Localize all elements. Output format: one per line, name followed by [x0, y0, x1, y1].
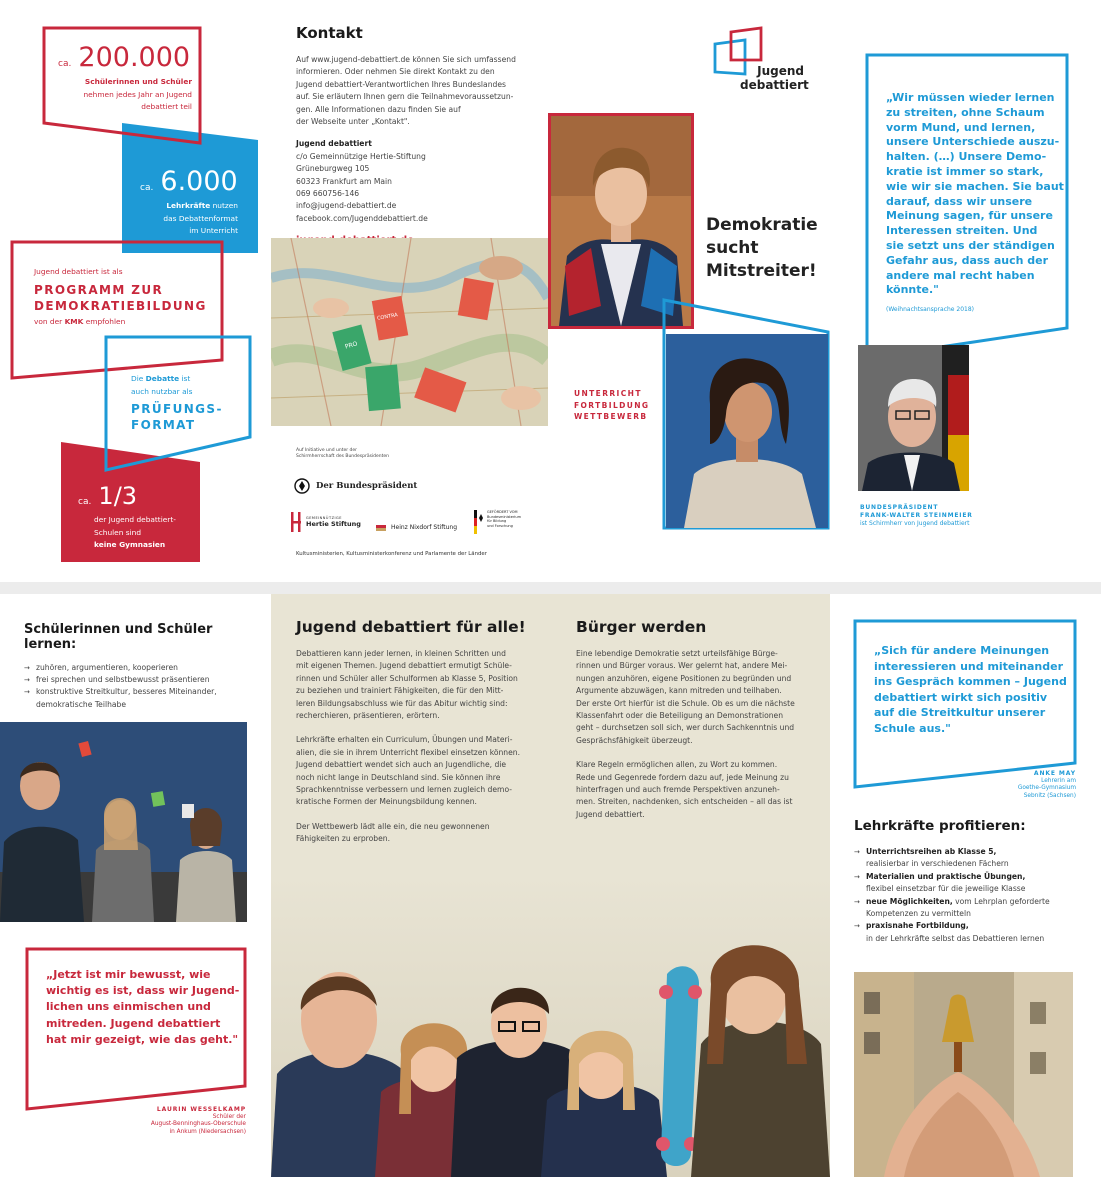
teacher-quote	[874, 643, 1067, 736]
text-line: Klassenfahrt oder die Beteiligung an Demonstrationen	[576, 711, 784, 721]
stat-line: von der	[34, 316, 65, 326]
text-line: Schirmherrschaft des Bundespräsidenten	[296, 454, 390, 459]
teachers-title: Lehrkräfte profitieren:	[854, 818, 1026, 834]
stat-ca: ca.	[78, 497, 92, 507]
item-text: flexibel einsetzbar für die jeweilige Klasse	[866, 884, 1026, 894]
stat-schools	[78, 482, 137, 510]
sponsor-name: für Bildung	[487, 519, 507, 524]
stat-number: 1/3	[98, 482, 138, 510]
quote-line: Meinung sagen, für unsere	[886, 209, 1053, 223]
president-quote	[886, 91, 1064, 298]
author-desc: in Ankum (Niedersachsen)	[169, 1128, 246, 1135]
text-line: hinterfragen und auch fremde Perspektiven anzuneh-	[576, 785, 780, 795]
teachers-list	[854, 846, 1084, 945]
quote-line: „Sich für andere Meinungen	[874, 644, 1050, 657]
text-line: Der Wettbewerb lädt alle ein, die neu gewonnenen	[296, 821, 490, 831]
address-line: 60323 Frankfurt am Main	[296, 176, 392, 186]
all-paragraph-1	[296, 648, 541, 722]
stat-heading: FORMAT	[131, 418, 196, 433]
quote-line: mitreden. Jugend debattiert	[46, 1016, 221, 1030]
author-desc: Schüler der	[212, 1113, 246, 1120]
stat-schools-text	[94, 514, 176, 552]
list-item	[854, 920, 1084, 945]
email-link[interactable]: info@jugend-debattiert.de	[296, 201, 397, 211]
stat-line: Die	[131, 374, 146, 383]
area-item: WETTBEWERB	[574, 412, 648, 421]
text-line: der Webseite unter „Kontakt".	[296, 117, 410, 127]
logo-line: debattiert	[740, 78, 809, 92]
quote-line: interessieren und miteinander	[874, 659, 1064, 673]
item-text: in der Lehrkräfte selbst das Debattieren lernen	[866, 933, 1045, 943]
teacher-quote-author	[960, 770, 1076, 800]
stat-heading: PRÜFUNGS-	[131, 402, 223, 417]
stat-teachers	[140, 166, 238, 197]
item-text: vom Lehrplan geforderte	[952, 896, 1050, 906]
list-item: → konstruktive Streitkultur, besseres Miteinander,	[24, 686, 264, 698]
stat-line: Jugend debattiert ist als	[34, 267, 123, 276]
quote-line: „Jetzt ist mir bewusst, wie	[46, 968, 211, 981]
stat-line: im Unterricht	[189, 226, 238, 236]
text-line: auf. Sie erläutern Ihnen gern die Teilnahmevoraussetzun-	[296, 92, 514, 102]
contact-org: Jugend debattiert	[296, 139, 372, 149]
brochure-outside	[0, 0, 1101, 582]
eagle-icon	[294, 478, 310, 494]
author-name: ANKE MAY	[1033, 770, 1076, 777]
citizen-section	[576, 618, 816, 821]
stat-number: 6.000	[160, 166, 238, 197]
text-line: Eine lebendige Demokratie setzt urteilsfähige Bürge-	[576, 649, 778, 658]
text-line: rinnen und Bürger voraus. Wer gelernt hat, andere Mei-	[576, 661, 788, 671]
president-desc: ist Schirmherr von Jugend debattiert	[860, 520, 970, 527]
quote-line: hat mir gezeigt, wie das geht."	[46, 1032, 239, 1046]
bell-photo	[854, 972, 1073, 1177]
quote-line: kratie ist immer so stark,	[886, 164, 1044, 178]
stat-line: das Debattenformat	[163, 213, 238, 223]
text-line: informieren. Oder nehmen Sie direkt Kontakt zu den	[296, 67, 495, 77]
text-line: mit eigenen Themen. Jugend debattiert ermutigt Schüle-	[296, 661, 512, 671]
quote-line: darauf, dass wir unsere	[886, 194, 1033, 208]
text-line: Jugend debattiert-Verantwortlichen Ihres Bundeslandes	[296, 79, 506, 89]
logo-line: Jugend	[757, 64, 804, 78]
list-item: → frei sprechen und selbstbewusst präsentieren	[24, 674, 264, 686]
text-line: Auf Initiative und unter der	[296, 448, 358, 453]
text-line: recherchieren, präsentieren, erörtern.	[296, 711, 440, 721]
item-text: Kompetenzen zu vermitteln	[866, 909, 971, 919]
hertie-icon	[290, 512, 302, 532]
quote-source: (Weihnachtsansprache 2018)	[886, 306, 975, 313]
contact-address	[296, 151, 536, 225]
flag-icon	[376, 525, 386, 531]
tagline	[706, 214, 818, 283]
text-line: leren Bildungsabschluss wie für das Abitur wichtig sind:	[296, 698, 508, 708]
author-desc: Goethe-Gymnasium	[1017, 785, 1076, 792]
stat-line: debattiert teil	[141, 102, 192, 112]
text-line: zu beziehen und trainiert Fähigkeiten, die für den Mitt-	[296, 686, 504, 696]
president-caption	[860, 504, 973, 528]
stat-heading: PROGRAMM ZUR	[34, 282, 164, 297]
area-item: UNTERRICHT	[574, 389, 642, 398]
sponsor-footer: Kultusministerien, Kultusministerkonferenz und Parlamente der Länder	[296, 551, 487, 557]
quote-line: „Wir müssen wieder lernen	[886, 91, 1055, 104]
area-item: FORTBILDUNG	[574, 400, 650, 410]
citizen-paragraph-2	[576, 759, 816, 821]
stat-exam	[131, 373, 223, 433]
boy-photo	[551, 116, 691, 326]
facebook-link[interactable]: facebook.com/Jugenddebattiert.de	[296, 213, 428, 223]
logo-hertie	[290, 512, 361, 532]
all-title: Jugend debattiert für alle!	[296, 618, 526, 636]
contra-card-label: CONTRA	[376, 312, 399, 322]
list-item	[854, 896, 1084, 921]
quote-line: vorm Mund, und lernen,	[886, 120, 1036, 134]
quote-line: unsere Unterschiede auszu-	[886, 135, 1060, 149]
author-desc: Sebnitz (Sachsen)	[1023, 792, 1076, 799]
pro-card-label: PRO	[344, 340, 359, 351]
contact-section	[296, 24, 536, 246]
all-section	[296, 618, 541, 846]
text-line: kratische Formen der Meinungsbildung kennen.	[296, 797, 477, 807]
text-line: alien, die sie in ihrem Unterricht flexibel einsetzen können.	[296, 747, 520, 757]
sponsor-initiative	[296, 448, 389, 460]
text-line: Klare Regeln ermöglichen allen, zu Wort zu kommen.	[576, 760, 778, 770]
stat-line: Schulen sind	[94, 527, 142, 537]
german-flag-icon	[474, 510, 484, 534]
quote-line: lichen uns einmischen und	[46, 1000, 211, 1014]
text-line: Debattieren kann jeder lernen, in kleinen Schritten und	[296, 649, 506, 658]
stat-line: auch nutzbar als	[131, 386, 193, 396]
stat-line: ist	[179, 374, 191, 383]
author-name: LAURIN WESSELKAMP	[156, 1106, 246, 1113]
quote-line: sie setzt uns der ständigen	[886, 238, 1055, 252]
quote-line: Schule aus."	[874, 721, 951, 735]
text-line: gen. Alle Informationen dazu finden Sie auf	[296, 104, 461, 114]
stat-students-text	[75, 76, 192, 114]
classroom-photo	[0, 722, 247, 922]
stat-line: Schülerinnen und Schüler	[84, 77, 192, 86]
phone-number: 069 660756-146	[296, 189, 360, 199]
text-line: rinnen und Schüler aller Schulformen ab Klasse 5, Position	[296, 673, 518, 683]
text-line: geht – durchsetzen soll sich, wer durch Sachkenntnis und	[576, 723, 795, 733]
sponsor-name: Heinz Nixdorf Stiftung	[391, 524, 458, 531]
item-bold: neue Möglichkeiten,	[866, 896, 953, 906]
list-item	[854, 846, 1084, 871]
logo-nixdorf	[376, 524, 457, 531]
stat-teachers-text	[150, 200, 238, 238]
student-quote-author	[100, 1106, 246, 1136]
stat-line: empfohlen	[83, 316, 126, 326]
stat-line: der Jugend debattiert-	[94, 515, 176, 524]
item-bold: Unterrichtsreihen ab Klasse 5,	[866, 847, 997, 856]
text-line: Jugend debattiert.	[576, 809, 645, 819]
student-quote	[46, 967, 239, 1048]
sponsor-name: und Forschung	[487, 523, 513, 528]
stat-line: nutzen	[210, 201, 238, 210]
text-line: noch nicht lange in Deutschland sind. Sie können ihre	[296, 772, 501, 782]
quote-line: halten. (…) Unsere Demo-	[886, 150, 1047, 164]
teachers-section	[854, 818, 1084, 945]
president-role: BUNDESPRÄSIDENT	[860, 504, 939, 511]
text-line: men. Streiten, nachdenken, sich entscheiden – all das ist	[576, 797, 793, 807]
text-line: Der erste Ort hierfür ist die Schule. Ob es um die nächste	[576, 698, 795, 708]
quote-line: Interessen streiten. Und	[886, 224, 1038, 238]
item-bold: praxisnahe Fortbildung,	[866, 921, 969, 931]
contact-text	[296, 54, 536, 128]
stat-program	[34, 266, 207, 328]
item-text: realisierbar in verschiedenen Fächern	[866, 859, 1009, 869]
sponsor-small: GEFÖRDERT VOM	[487, 510, 518, 514]
list-item	[854, 871, 1084, 896]
quote-line: andere mal recht haben	[886, 268, 1035, 282]
stat-heading: DEMOKRATIEBILDUNG	[34, 298, 207, 313]
text-line: Argumente abzuwägen, kann mitreden und teilhaben.	[576, 686, 782, 696]
text-line: Rede und Gegenrede fordern dazu auf, jede Meinung zu	[576, 772, 789, 782]
quote-line: könnte."	[886, 283, 939, 297]
sponsor-small: GEMEINNÜTZIGE	[306, 516, 342, 520]
author-desc: Lehrerin am	[1041, 777, 1076, 784]
students-section	[24, 622, 264, 711]
stat-line-bold: Debatte	[145, 374, 180, 383]
quote-line: auf die Streitkultur unserer	[874, 706, 1046, 719]
stat-line-bold: Lehrkräfte	[166, 201, 211, 210]
tagline-line: sucht	[706, 238, 759, 258]
areas-list	[574, 388, 650, 423]
citizen-title: Bürger werden	[576, 618, 707, 636]
contact-title: Kontakt	[296, 24, 363, 42]
stat-ca: ca.	[140, 183, 154, 193]
tagline-line: Demokratie	[706, 215, 818, 235]
text-line: Auf www.jugend-debattiert.de können Sie sich umfassend	[296, 55, 516, 64]
text-line: Gesprächsfähigkeit überzeugt.	[576, 735, 693, 745]
item-bold: Materialien und praktische Übungen,	[866, 871, 1026, 881]
logo-bmbf	[474, 510, 521, 534]
sponsor-name: Hertie Stiftung	[306, 520, 361, 528]
students-title: Schülerinnen und Schüler lernen:	[24, 622, 213, 652]
all-paragraph-3	[296, 821, 541, 846]
sponsor-name: Bundesministerium	[487, 514, 521, 519]
girl-photo	[666, 334, 828, 528]
logo-text	[740, 64, 809, 92]
list-item: → zuhören, argumentieren, kooperieren	[24, 662, 264, 674]
author-desc: August-Benninghaus-Oberschule	[150, 1121, 246, 1128]
quote-line: debattiert wirkt sich positiv	[874, 690, 1048, 704]
stat-line-bold: keine Gymnasien	[94, 540, 166, 550]
text-line: Fähigkeiten zu erproben.	[296, 834, 390, 844]
text-line: Jugend debattiert wendet sich auch an Jugendliche, die	[296, 760, 507, 770]
stat-ca: ca.	[58, 59, 72, 69]
quote-line: wichtig es ist, dass wir Jugend-	[46, 984, 240, 998]
citizen-paragraph-1	[576, 648, 816, 747]
text-line: Lehrkräfte erhalten ein Curriculum, Übungen und Materi-	[296, 735, 513, 745]
text-line: Sprachkenntnisse verbessern und lernen zugleich demo-	[296, 785, 512, 795]
address-line: c/o Gemeinnützige Hertie-Stiftung	[296, 151, 426, 161]
president-photo	[858, 345, 969, 491]
stat-line: nehmen jedes Jahr an Jugend	[83, 89, 192, 99]
quote-line: zu streiten, ohne Schaum	[886, 105, 1045, 119]
text-line: nungen anzuhören, eigene Positionen zu begründen und	[576, 673, 792, 683]
tagline-line: Mitstreiter!	[706, 261, 817, 281]
quote-line: ins Gespräch kommen – Jugend	[874, 675, 1067, 688]
address-line: Grüneburgweg 105	[296, 164, 370, 174]
sponsor-name: Der Bundespräsident	[316, 481, 418, 491]
list-item: demokratische Teilhabe	[36, 699, 127, 709]
brochure-inside	[0, 594, 1101, 1177]
map-cards-photo	[271, 238, 548, 426]
all-paragraph-2	[296, 734, 541, 808]
quote-line: wie wir sie machen. Sie baut	[886, 179, 1064, 193]
stat-students	[58, 42, 190, 73]
group-photo	[271, 874, 830, 1177]
logo-bundespraesident	[294, 478, 417, 494]
quote-line: Gefahr aus, dass auch der	[886, 253, 1049, 267]
stat-line-bold: KMK	[64, 316, 84, 326]
students-list	[24, 662, 264, 711]
president-name: FRANK-WALTER STEINMEIER	[860, 512, 973, 519]
stat-number: 200.000	[78, 42, 191, 73]
